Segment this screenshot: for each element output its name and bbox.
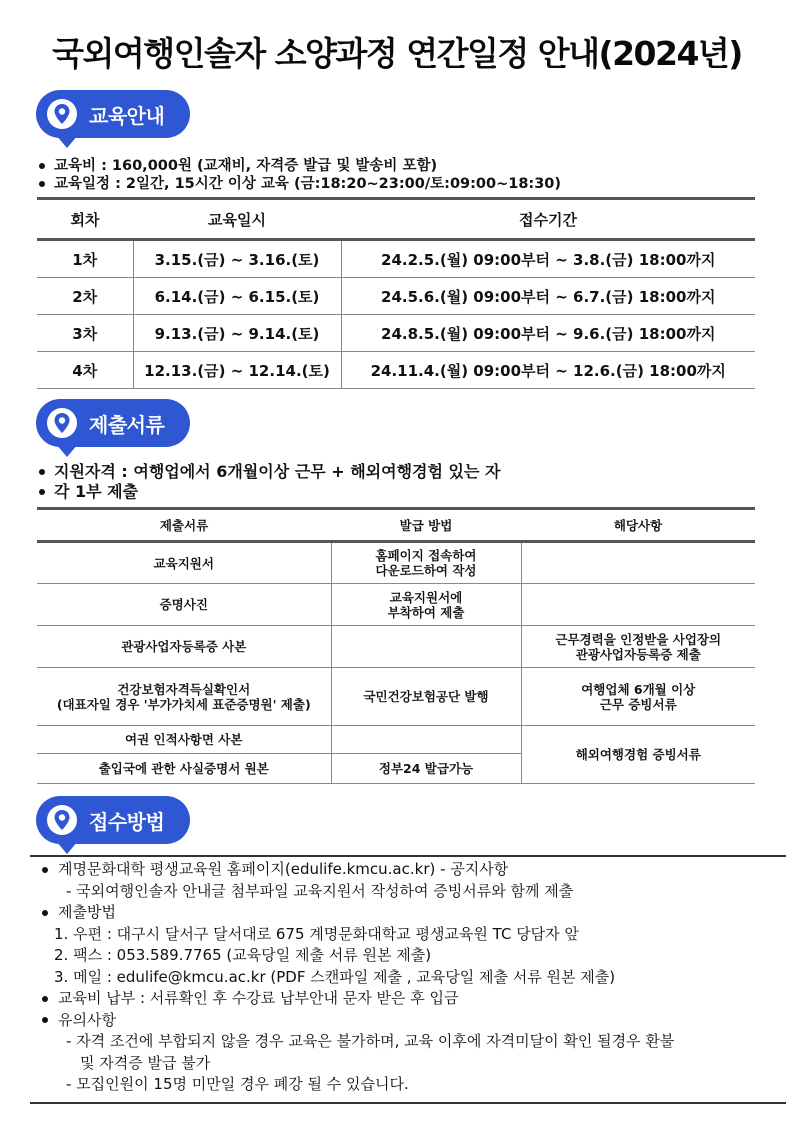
table-cell: 홈페이지 접속하여 다운로드하여 작성 — [331, 542, 521, 584]
table-header-row — [37, 199, 755, 240]
table-cell — [331, 726, 521, 754]
list-item: 계명문화대학 평생교육원 홈페이지(edulife.kmcu.ac.kr) - 공지사항 — [30, 859, 786, 881]
table-cell: 관광사업자등록증 사본 — [37, 626, 331, 668]
table-row — [37, 668, 755, 726]
list-item: - 자격 조건에 부합되지 않을 경우 교육은 불가하며, 교육 이후에 자격미달이 확인 될경우 환불 — [66, 1032, 675, 1050]
table-cell: 12.13.(금) ~ 12.14.(토) — [133, 352, 341, 389]
list-item: - 국외여행인솔자 안내글 첨부파일 교육지원서 작성하여 증빙서류와 함께 제출 — [66, 881, 574, 900]
section-label: 제출서류 — [89, 412, 165, 437]
table-cell: 건강보험자격득실확인서 (대표자일 경우 '부가가치세 표준증명원' 제출) — [37, 668, 331, 726]
documents-table — [37, 507, 755, 784]
column-header: 접수기간 — [341, 199, 755, 240]
column-header: 해당사항 — [521, 509, 755, 542]
list-item: 유의사항 — [30, 1010, 786, 1032]
table-row — [37, 584, 755, 626]
list-item: 교육비 : 160,000원 (교재비, 자격증 발급 및 발송비 포함) — [36, 157, 561, 175]
table-cell: 교육지원서에 부착하여 제출 — [331, 584, 521, 626]
list-item: 1. 우편 : 대구시 달서구 달서대로 675 계명문화대학교 평생교육원 TC 당담자 앞 — [54, 924, 579, 943]
table-cell — [521, 584, 755, 626]
table-cell: 여권 인적사항면 사본 — [37, 726, 331, 754]
table-cell: 24.2.5.(월) 09:00부터 ~ 3.8.(금) 18:00까지 — [341, 240, 755, 278]
table-cell: 1차 — [37, 240, 133, 278]
table-cell: 6.14.(금) ~ 6.15.(토) — [133, 278, 341, 315]
list-item: 교육비 납부 : 서류확인 후 수강료 납부안내 문자 받은 후 입금 — [30, 988, 786, 1010]
table-cell — [331, 626, 521, 668]
table-cell: 해외여행경험 증빙서류 — [521, 726, 755, 784]
section-header-education — [36, 90, 190, 138]
table-cell: 3차 — [37, 315, 133, 352]
list-item: 3. 메일 : edulife@kmcu.ac.kr (PDF 스캔파일 제출 , 교육당일 제출 서류 원본 제출) — [54, 967, 616, 986]
table-cell: 4차 — [37, 352, 133, 389]
table-cell: 3.15.(금) ~ 3.16.(토) — [133, 240, 341, 278]
section-label: 교육안내 — [89, 103, 165, 128]
table-cell: 증명사진 — [37, 584, 331, 626]
location-pin-icon — [47, 805, 77, 835]
table-row — [37, 542, 755, 584]
table-cell: 24.11.4.(월) 09:00부터 ~ 12.6.(금) 18:00까지 — [341, 352, 755, 389]
table-row — [37, 626, 755, 668]
section-header-application — [36, 796, 190, 844]
list-item: 및 자격증 발급 불가 — [80, 1053, 211, 1072]
table-row — [37, 315, 755, 352]
table-cell: 여행업체 6개월 이상 근무 증빙서류 — [521, 668, 755, 726]
column-header: 제출서류 — [37, 509, 331, 542]
column-header: 교육일시 — [133, 199, 341, 240]
section-label: 접수방법 — [89, 809, 165, 834]
table-cell: 정부24 발급가능 — [331, 754, 521, 784]
list-item: 각 1부 제출 — [36, 482, 500, 502]
table-cell: 국민건강보험공단 발행 — [331, 668, 521, 726]
education-bullets — [36, 157, 561, 193]
table-row — [37, 352, 755, 389]
table-cell: 교육지원서 — [37, 542, 331, 584]
table-row — [37, 726, 755, 754]
list-item: 제출방법 — [30, 902, 786, 924]
application-method — [30, 855, 786, 1104]
table-row — [37, 240, 755, 278]
location-pin-icon — [47, 99, 77, 129]
location-pin-icon — [47, 408, 77, 438]
document-bullets — [36, 462, 500, 502]
table-cell: 출입국에 관한 사실증명서 원본 — [37, 754, 331, 784]
table-cell: 24.8.5.(월) 09:00부터 ~ 9.6.(금) 18:00까지 — [341, 315, 755, 352]
list-item: - 모집인원이 15명 미만일 경우 폐강 될 수 있습니다. — [66, 1075, 409, 1093]
table-cell: 24.5.6.(월) 09:00부터 ~ 6.7.(금) 18:00까지 — [341, 278, 755, 315]
column-header: 발급 방법 — [331, 509, 521, 542]
table-cell: 9.13.(금) ~ 9.14.(토) — [133, 315, 341, 352]
table-cell: 2차 — [37, 278, 133, 315]
column-header: 회차 — [37, 199, 133, 240]
schedule-table — [37, 197, 755, 389]
page-title: 국외여행인솔자 소양과정 연간일정 안내(2024년) — [52, 34, 742, 73]
list-item: 교육일정 : 2일간, 15시간 이상 교육 (금:18:20~23:00/토:09:00~18:30) — [36, 175, 561, 193]
table-row — [37, 278, 755, 315]
list-item: 지원자격 : 여행업에서 6개월이상 근무 + 해외여행경험 있는 자 — [36, 462, 500, 482]
section-header-documents — [36, 399, 190, 447]
table-cell: 근무경력을 인정받을 사업장의 관광사업자등록증 제출 — [521, 626, 755, 668]
list-item: 2. 팩스 : 053.589.7765 (교육당일 제출 서류 원본 제출) — [54, 946, 432, 964]
table-cell — [521, 542, 755, 584]
table-header-row — [37, 509, 755, 542]
